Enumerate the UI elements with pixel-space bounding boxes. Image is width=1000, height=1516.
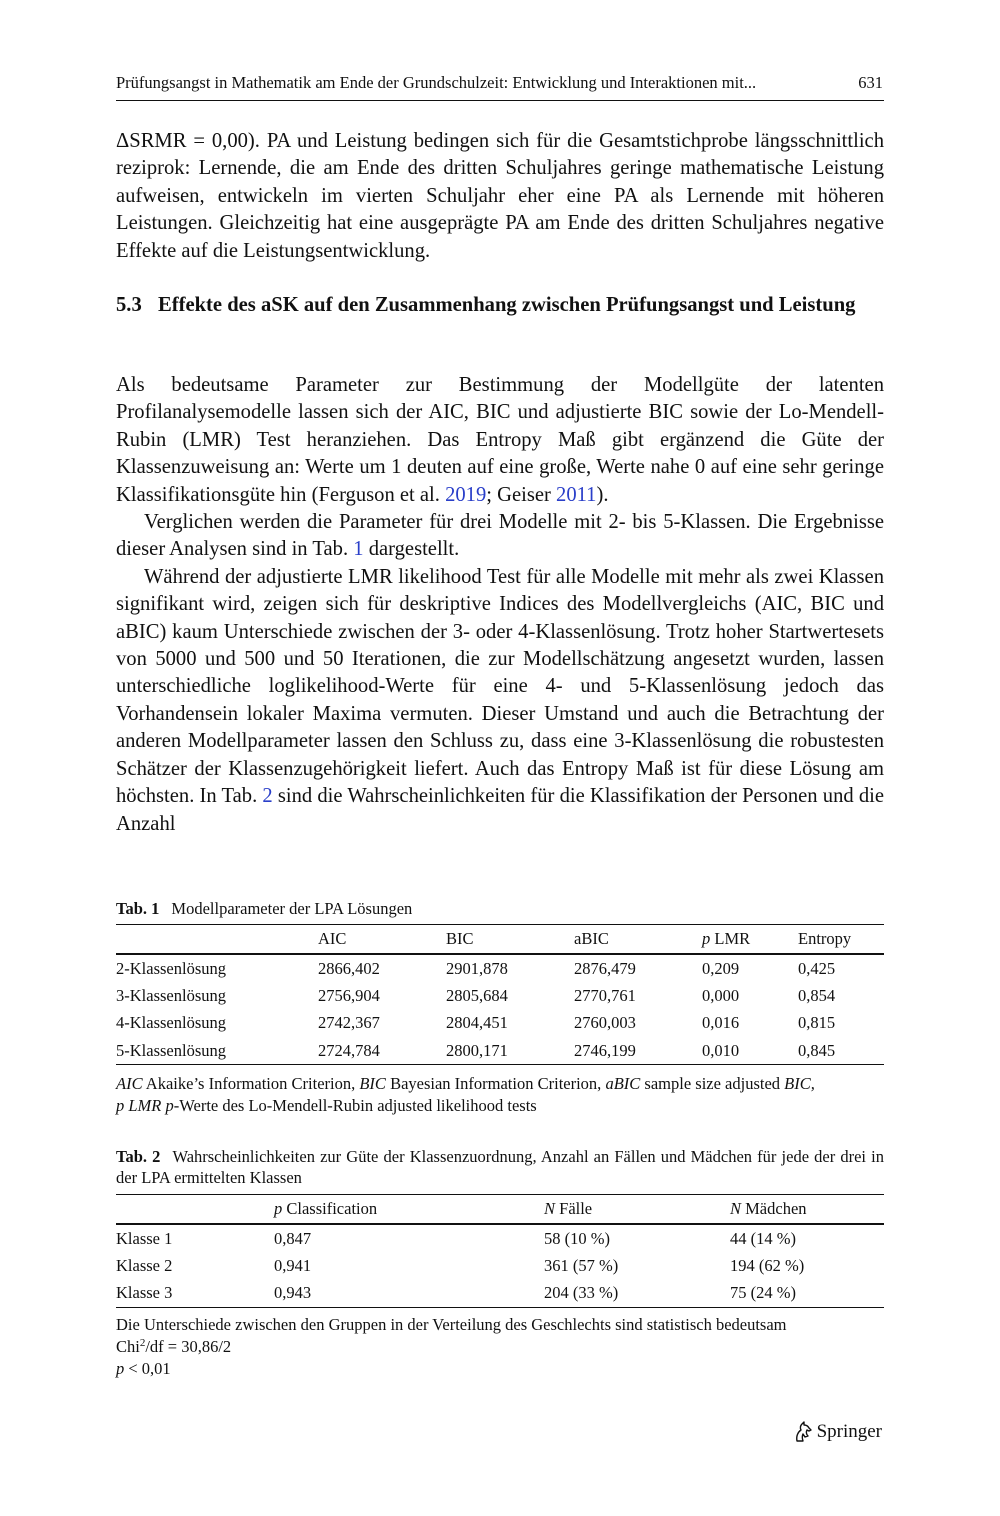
- cell: 0,016: [702, 1013, 740, 1033]
- table-caption-text: Wahrscheinlichkeiten zur Güte der Klassenzuordnung, Anzahl an Fällen und Mädchen für jede der drei in der LPA ermittelten Klassen: [116, 1147, 884, 1187]
- running-title: Prüfungsangst in Mathematik am Ende der Grundschulzeit: Entwicklung und Interaktionen mit...: [116, 73, 757, 92]
- text-run: Während der adjustierte LMR likelihood Test für alle Modelle mit mehr als zwei Klassen signifikant wird, zeigen sich für deskriptive Indices des Modellvergleichs (AIC, BIC und aBIC) kaum Unterschiede zwischen der 3- oder 4-Klassenlösung. Trotz hoher Startwertesets von 5000 und 500 und 50 Iterationen, die zur Modellschätzung angesetzt wurden, lassen unterschiedliche loglikelihood-Werte für eine 4- und 5-Klassenlösung jedoch das Vorhandensein lokaler Maxima vermuten. Dieser Umstand und auch die Betrachtung der anderen Modellparameter lassen den Schluss zu, dass eine 3-Klassenlösung die robustesten Schätzer der Klassenzugehörigkeit liefert. Auch das Entropy Maß ist für diese Lösung am höchsten. In Tab.: [116, 565, 884, 808]
- note-line: Die Unterschiede zwischen den Gruppen in der Verteilung des Geschlechts sind statistisch bedeutsam: [116, 1315, 787, 1334]
- table1: [116, 924, 884, 1065]
- note-italic: p: [116, 1359, 125, 1378]
- section-heading: [116, 291, 884, 319]
- paragraph-3: [116, 564, 884, 838]
- header-cell: [702, 925, 798, 955]
- text-run: Als bedeutsame Parameter zur Bestimmung der Modellgüte der latenten Profilanalysemodelle lassen sich der AIC, BIC und adjustierte BIC sowie der Lo-Mendell-Rubin (LMR) Test heranziehen. Das Entropy Maß gibt ergänzend die Güte der Klassenzuweisung an: Werte um 1 deuten auf eine große, Werte nahe 0 auf eine sehr geringe Klassifikationsgüte hin (Ferguson et al.: [116, 374, 884, 506]
- cell: 0,845: [798, 1040, 836, 1060]
- cell: 2901,878: [446, 958, 508, 978]
- table2-caption: [116, 1146, 884, 1188]
- cell: 2724,784: [318, 1040, 380, 1060]
- note-line: [116, 1073, 884, 1095]
- cell: 44 (14 %): [730, 1228, 796, 1248]
- cell: 2876,479: [574, 958, 636, 978]
- cell: 204 (33 %): [544, 1283, 619, 1303]
- cell: Klasse 2: [116, 1255, 173, 1275]
- header-text: Classification: [286, 1199, 378, 1218]
- cell: 5-Klassenlösung: [116, 1040, 226, 1060]
- header-cell: BIC: [446, 929, 474, 948]
- table-label: Tab. 2: [116, 1147, 161, 1166]
- superscript: 2: [139, 1337, 146, 1349]
- text-run: dargestellt.: [363, 538, 460, 561]
- cell: 0,847: [274, 1228, 312, 1248]
- body-text: [116, 372, 884, 838]
- cell: 2742,367: [318, 1013, 380, 1033]
- header-rule: [116, 100, 884, 101]
- table-row: [116, 1224, 884, 1252]
- header-cell: [730, 1195, 884, 1225]
- cell: 2866,402: [318, 958, 380, 978]
- cell: 0,941: [274, 1255, 312, 1275]
- cell: 0,815: [798, 1013, 836, 1033]
- table2-note: [116, 1314, 884, 1380]
- header-text: Mädchen: [745, 1199, 807, 1218]
- cell: 2800,171: [446, 1040, 508, 1060]
- cell: 361 (57 %): [544, 1255, 619, 1275]
- abbr: aBIC: [605, 1074, 641, 1093]
- cell: 2770,761: [574, 985, 636, 1005]
- paragraph-2: [116, 509, 884, 564]
- springer-horse-icon: [793, 1421, 813, 1443]
- paragraph: ΔSRMR = 0,00). PA und Leistung bedingen sich für die Gesamtstichprobe längsschnittlich reziprok: Lernende, die am Ende des dritten Schuljahres geringe mathematische Leistung aufweisen, entwickeln im vierten Schuljahr eher eine PA als Lernende mit höheren Leistungen. Gleichzeitig hat eine ausgeprägte PA am Ende des dritten Schuljahres negative Effekte auf die Leistungsentwicklung.: [116, 130, 884, 262]
- note-text: sample size adjusted: [640, 1074, 785, 1093]
- paragraph-1: [116, 372, 884, 509]
- cell: 58 (10 %): [544, 1228, 610, 1248]
- table-header-row: [116, 925, 884, 955]
- header-italic: N: [730, 1199, 742, 1218]
- cell: 0,209: [702, 958, 740, 978]
- note-text: -Werte des Lo-Mendell-Rubin adjusted likelihood tests: [173, 1096, 537, 1115]
- cell: 2756,904: [318, 985, 380, 1005]
- cell: 2760,003: [574, 1013, 636, 1033]
- page-number: 631: [858, 73, 883, 92]
- cell: 2746,199: [574, 1040, 636, 1060]
- citation-link[interactable]: 2019: [445, 483, 487, 506]
- note-line: [116, 1336, 884, 1358]
- cell: 2805,684: [446, 985, 508, 1005]
- table1-note: [116, 1073, 884, 1117]
- header-italic: p: [274, 1199, 283, 1218]
- abbr: BIC,: [784, 1074, 815, 1093]
- header-cell: [544, 1195, 730, 1225]
- table-caption-text: Modellparameter der LPA Lösungen: [171, 899, 413, 918]
- section-title: Effekte des aSK auf den Zusammenhang zwischen Prüfungsangst und Leistung: [158, 294, 856, 316]
- cell: 0,425: [798, 958, 836, 978]
- table-row: [116, 1252, 884, 1279]
- table-row: [116, 982, 884, 1009]
- abbr: BIC: [359, 1074, 386, 1093]
- cell: 0,010: [702, 1040, 740, 1060]
- note-text: Bayesian Information Criterion,: [385, 1074, 606, 1093]
- table-header-row: [116, 1195, 884, 1225]
- table-row: [116, 1010, 884, 1037]
- running-header: [116, 72, 883, 94]
- note-text: /df = 30,86/2: [145, 1337, 232, 1356]
- citation-link[interactable]: 2011: [556, 483, 597, 506]
- cell: 4-Klassenlösung: [116, 1013, 226, 1033]
- header-text: Fälle: [559, 1199, 593, 1218]
- cell: Klasse 1: [116, 1228, 173, 1248]
- cell: 2-Klassenlösung: [116, 958, 226, 978]
- header-cell: AIC: [318, 929, 347, 948]
- cell: 75 (24 %): [730, 1283, 796, 1303]
- header-italic: N: [544, 1199, 556, 1218]
- table1-caption: [116, 898, 884, 919]
- cell: 3-Klassenlösung: [116, 985, 226, 1005]
- header-italic: p: [702, 929, 711, 948]
- text-run: sind die Wahrscheinlichkeiten für die Klassifikation der Personen und die Anzahl: [116, 785, 884, 835]
- text-run: ).: [596, 483, 609, 506]
- header-cell: [116, 925, 318, 955]
- cell: 0,000: [702, 985, 740, 1005]
- body-paragraph-intro: [116, 128, 884, 265]
- note-text: < 0,01: [124, 1359, 171, 1378]
- publisher-logo: [793, 1421, 882, 1443]
- publisher-name: Springer: [816, 1421, 882, 1442]
- header-cell: [116, 1195, 274, 1225]
- table-label: Tab. 1: [116, 899, 160, 918]
- note-text: Akaike’s Information Criterion,: [142, 1074, 360, 1093]
- table-row: [116, 954, 884, 982]
- abbr: p LMR p: [116, 1096, 174, 1115]
- cell: 194 (62 %): [730, 1255, 805, 1275]
- section-number: 5.3: [116, 294, 142, 316]
- header-cell: Entropy: [798, 929, 852, 948]
- abbr: AIC: [116, 1074, 143, 1093]
- header-cell: aBIC: [574, 929, 609, 948]
- cell: Klasse 3: [116, 1283, 173, 1303]
- table-row: [116, 1280, 884, 1308]
- header-cell: [274, 1195, 544, 1225]
- text-run: ; Geiser: [486, 483, 557, 506]
- note-line: [116, 1095, 884, 1117]
- note-line: [116, 1358, 884, 1380]
- table-row: [116, 1037, 884, 1065]
- cell: 0,854: [798, 985, 836, 1005]
- cell: 2804,451: [446, 1013, 508, 1033]
- table-ref-link[interactable]: 2: [262, 785, 273, 808]
- table2: [116, 1194, 884, 1308]
- header-text: LMR: [714, 929, 751, 948]
- text-run: Verglichen werden die Parameter für drei Modelle mit 2- bis 5-Klassen. Die Ergebnisse dieser Analysen sind in Tab.: [116, 511, 884, 561]
- note-text: Chi: [116, 1337, 140, 1356]
- table-ref-link[interactable]: 1: [353, 538, 364, 561]
- cell: 0,943: [274, 1283, 312, 1303]
